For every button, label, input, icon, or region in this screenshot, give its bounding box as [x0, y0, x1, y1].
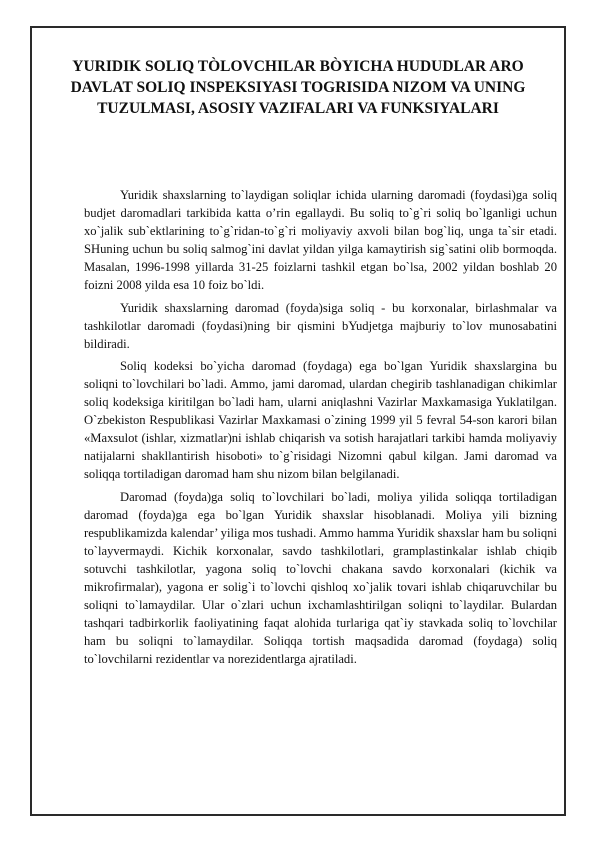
- paragraph-1: Yuridik shaxslarning to`laydigan soliqlar ichida ularning daromadi (foydasi)ga soliq budjet daromadlari tarkibida katta o’rin egallaydi. Bu soliq to`g`ri soliq bo`lganligi uchun xo`jalik sub`ektlarining to`g`ridan-to`g`ri moliyaviy axvoli bilan bog`liq, unga ta`sir etadi. SHuning uchun bu soliq salmog`ini davlat yildan yilga kamaytirish sig`satini olib bormoqda. Masalan, 1996-1998 yillarda 31-25 foizlarni tashkil etgan bo`lsa, 2002 yildan boshlab 20 foizni 2008 yilda esa 10 foiz bo`ldi.: [84, 188, 557, 293]
- paragraph-3: Soliq kodeksi bo`yicha daromad (foydaga) ega bo`lgan Yuridik shaxslargina bu soliqni to`lovchilari bo`ladi. Ammo, jami daromad, ulardan chegirib tashlanadigan chikimlar soliq kodeksiga kiritilgan bo`ladi ham, ularni aniqlashni Vazirlar Maxkamasiga Yuklatilgan. O`zbekiston Respublikasi Vazirlar Maxkamasi o`zining 1999 yil 5 fevral 54-son karori bilan «Maxsulot (ishlar, xizmatlar)ni ishlab chiqarish va sotish harajatlari tarkibi hamda moliyaviy natijalarni shakllantirish hisoboti» to`g`risidagi Nizomni qabul kilgan. Jami daromad va soliqqa tortiladigan daromad ham shu nizom bilan belgilanadi.: [84, 358, 557, 482]
- document-body: [84, 186, 557, 672]
- document-title: YURIDIK SOLIQ TÒLOVCHILAR BÒYICHA HUDUDLAR ARO DAVLAT SOLIQ INSPEKSIYASI TOGRISIDA NIZOM VA UNING TUZULMASI, ASOSIY VAZIFALARI VA FUNKSIYALARI: [70, 58, 526, 117]
- paragraph-2: Yuridik shaxslarning daromad (foyda)siga soliq - bu korxonalar, birlashmalar va tashkilotlar daromadi (foydasi)ning bir qismini bYudjetga majburiy to`lov munosabatini bildiradi.: [84, 300, 557, 351]
- paragraph-4: Daromad (foyda)ga soliq to`lovchilari bo`ladi, moliya yilida soliqqa tortiladigan daromad (foyda)ga ega bo`lgan Yuridik shaxslar hisoblanadi. Moliya yili bizning respublikamizda kalendar’ yiliga mos tushadi. Ammo hamma Yuridik shaxslar ham bu soliqni to`layvermaydi. Kichik korxonalar, savdo tashkilotlari, gramplastinkalar ishlab chiqib sotuvchi tashkilotlar, yagona soliq to`lovchi chakana savdo korxonalari (kichik va mikrofirmalar), yagona er solig`i to`lovchi qishloq xo`jalik tovari ishlab chiqaruvchilar bu soliqni to`lamaydilar. Ular o`zlari uchun ixchamlashtirilgan soliqni to`laydilar. Bulardan tashqari tadbirkorlik faoliyatining faqat alohida turlariga qat`iy stavkada soliq to`lovchilar ham bu soliqni to`lamaydilar. Soliqqa tortish maqsadida daromad (foydaga) soliq to`lovchilarni rezidentlar va norezidentlarga ajratiladi.: [84, 489, 557, 667]
